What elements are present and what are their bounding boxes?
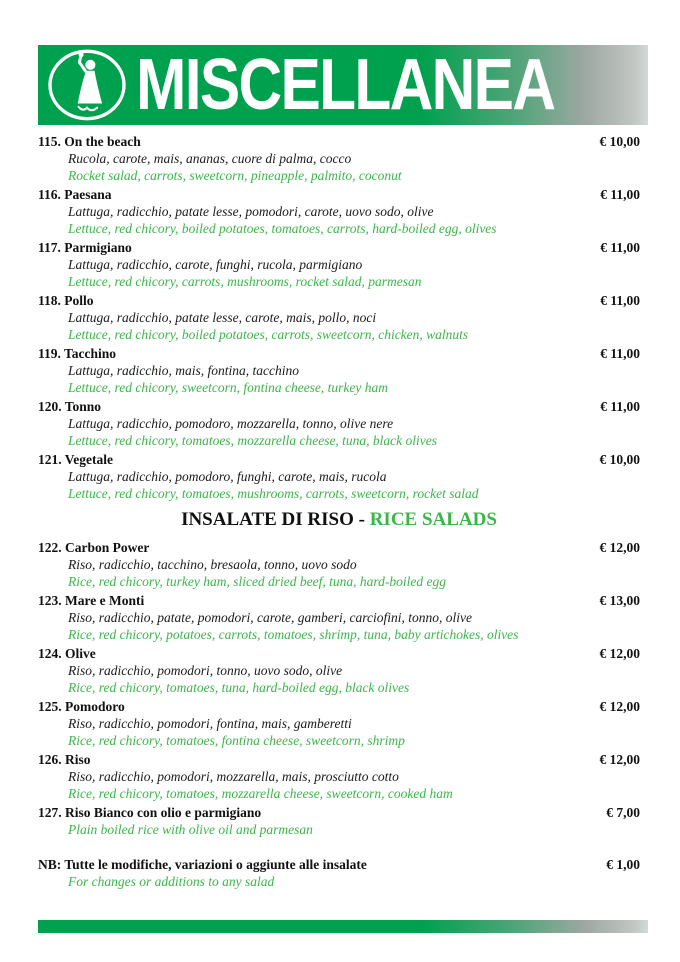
menu-item [38,398,640,449]
menu-item-title: 124. Olive [38,646,96,661]
menu-item-description-italian: Lattuga, radicchio, mais, fontina, tacchino [68,363,299,378]
note-title [38,856,367,873]
menu-item [38,539,640,590]
menu-item-description-english: Rice, red chicory, potatoes, carrots, tomatoes, shrimp, tuna, baby artichokes, olives [68,627,519,642]
menu-item-price: € 11,00 [600,240,640,255]
menu-item-price: € 11,00 [600,293,640,308]
header-banner [38,45,648,125]
menu-item-row [38,592,640,609]
menu-item-price: € 11,00 [600,346,640,361]
menu-item-price: € 11,00 [600,399,640,414]
menu-item [38,345,640,396]
menu-item-title: 115. On the beach [38,134,141,149]
note-text-italian: Tutte le modifiche, variazioni o aggiunte alle insalate [64,857,367,872]
menu-item [38,239,640,290]
menu-item-row [38,804,640,821]
menu-item-title: 123. Mare e Monti [38,593,145,608]
menu-item [38,451,640,502]
menu-item-title: 116. Paesana [38,187,112,202]
section-heading-english: RICE SALADS [369,509,497,530]
menu-item [38,751,640,802]
menu-item [38,133,640,184]
menu-item-description-english: Rice, red chicory, turkey ham, sliced dried beef, tuna, hard-boiled egg [68,574,447,589]
menu-item-description-italian: Lattuga, radicchio, patate lesse, pomodori, carote, uovo sodo, olive [68,204,434,219]
menu-list [38,133,640,838]
menu-item-row [38,451,640,468]
menu-item-description-italian: Riso, radicchio, pomodori, mozzarella, mais, prosciutto cotto [68,769,399,784]
menu-item-row [38,539,640,556]
menu-item-title: 125. Pomodoro [38,699,125,714]
menu-item [38,804,640,838]
menu-item-price: € 12,00 [599,540,640,555]
menu-item-price: € 12,00 [599,699,640,714]
menu-item-price: € 11,00 [600,187,640,202]
menu-item-description-italian: Lattuga, radicchio, carote, funghi, rucola, parmigiano [68,257,363,272]
menu-item-price: € 13,00 [599,593,640,608]
menu-item-row [38,239,640,256]
menu-item [38,186,640,237]
menu-item-title: 121. Vegetale [38,452,113,467]
menu-item-description-italian: Lattuga, radicchio, pomodoro, funghi, carote, mais, rucola [68,469,387,484]
menu-item-title: 127. Riso Bianco con olio e parmigiano [38,805,262,820]
menu-item-description-english: Lettuce, red chicory, boiled potatoes, tomatoes, carrots, hard-boiled egg, olives [68,221,497,236]
menu-item-row [38,751,640,768]
menu-item-description-english: Lettuce, red chicory, carrots, mushrooms, rocket salad, parmesan [68,274,422,289]
menu-item-price: € 12,00 [599,646,640,661]
menu-item-row [38,698,640,715]
footer-bar [38,920,648,933]
menu-item-row [38,345,640,362]
menu-item-description-english: Rice, red chicory, tomatoes, tuna, hard-boiled egg, black olives [68,680,410,695]
menu-item-title: 118. Pollo [38,293,94,308]
menu-item [38,698,640,749]
menu-item-row [38,292,640,309]
menu-item-title: 120. Tonno [38,399,102,414]
section-heading-italian: INSALATE DI RISO - [181,509,370,530]
menu-item-description-english: Rice, red chicory, tomatoes, fontina cheese, sweetcorn, shrimp [68,733,405,748]
menu-item-description-italian: Riso, radicchio, tacchino, bresaola, tonno, uovo sodo [68,557,357,572]
menu-item-description-italian: Rucola, carote, mais, ananas, cuore di palma, cocco [68,151,352,166]
menu-item-price: € 7,00 [606,805,640,820]
menu-item-description-italian: Riso, radicchio, pomodori, tonno, uovo sodo, olive [68,663,343,678]
menu-item-description-italian: Riso, radicchio, pomodori, fontina, mais, gamberetti [68,716,352,731]
menu-item-price: € 10,00 [599,452,640,467]
menu-item-description-italian: Riso, radicchio, patate, pomodori, carote, gamberi, carciofini, tonno, olive [68,610,472,625]
menu-item-title: 119. Tacchino [38,346,117,361]
note-block [38,856,640,890]
note-price: € 1,00 [606,857,640,872]
menu-item-row [38,186,640,203]
menu-content [38,133,640,890]
menu-item [38,292,640,343]
menu-item-description-english: Lettuce, red chicory, boiled potatoes, carrots, sweetcorn, chicken, walnuts [68,327,469,342]
menu-item-description-english: Rocket salad, carrots, sweetcorn, pineapple, palmito, coconut [68,168,402,183]
menu-item-row [38,133,640,150]
restaurant-logo-icon [44,48,130,122]
menu-item-description-english: Plain boiled rice with olive oil and parmesan [68,822,313,837]
menu-item-row [38,645,640,662]
note-text-english: For changes or additions to any salad [68,874,275,889]
section-heading [38,508,640,532]
note-row [38,856,640,873]
menu-item-title: 122. Carbon Power [38,540,150,555]
menu-item-description-english: Lettuce, red chicory, tomatoes, mozzarella cheese, tuna, black olives [68,433,438,448]
menu-item-description-english: Lettuce, red chicory, sweetcorn, fontina cheese, turkey ham [68,380,389,395]
menu-item-title: 126. Riso [38,752,91,767]
menu-item-row [38,398,640,415]
menu-item-description-italian: Lattuga, radicchio, patate lesse, carote, mais, pollo, noci [68,310,377,325]
note-label: NB: [38,857,62,872]
menu-item-title: 117. Parmigiano [38,240,132,255]
menu-item-description-english: Rice, red chicory, tomatoes, mozzarella cheese, sweetcorn, cooked ham [68,786,453,801]
menu-item-price: € 12,00 [599,752,640,767]
page-title: MISCELLANEA [136,45,555,125]
menu-item [38,645,640,696]
menu-item-description-english: Lettuce, red chicory, tomatoes, mushrooms, carrots, sweetcorn, rocket salad [68,486,479,501]
menu-item [38,592,640,643]
menu-item-description-italian: Lattuga, radicchio, pomodoro, mozzarella, tonno, olive nere [68,416,394,431]
menu-item-price: € 10,00 [599,134,640,149]
